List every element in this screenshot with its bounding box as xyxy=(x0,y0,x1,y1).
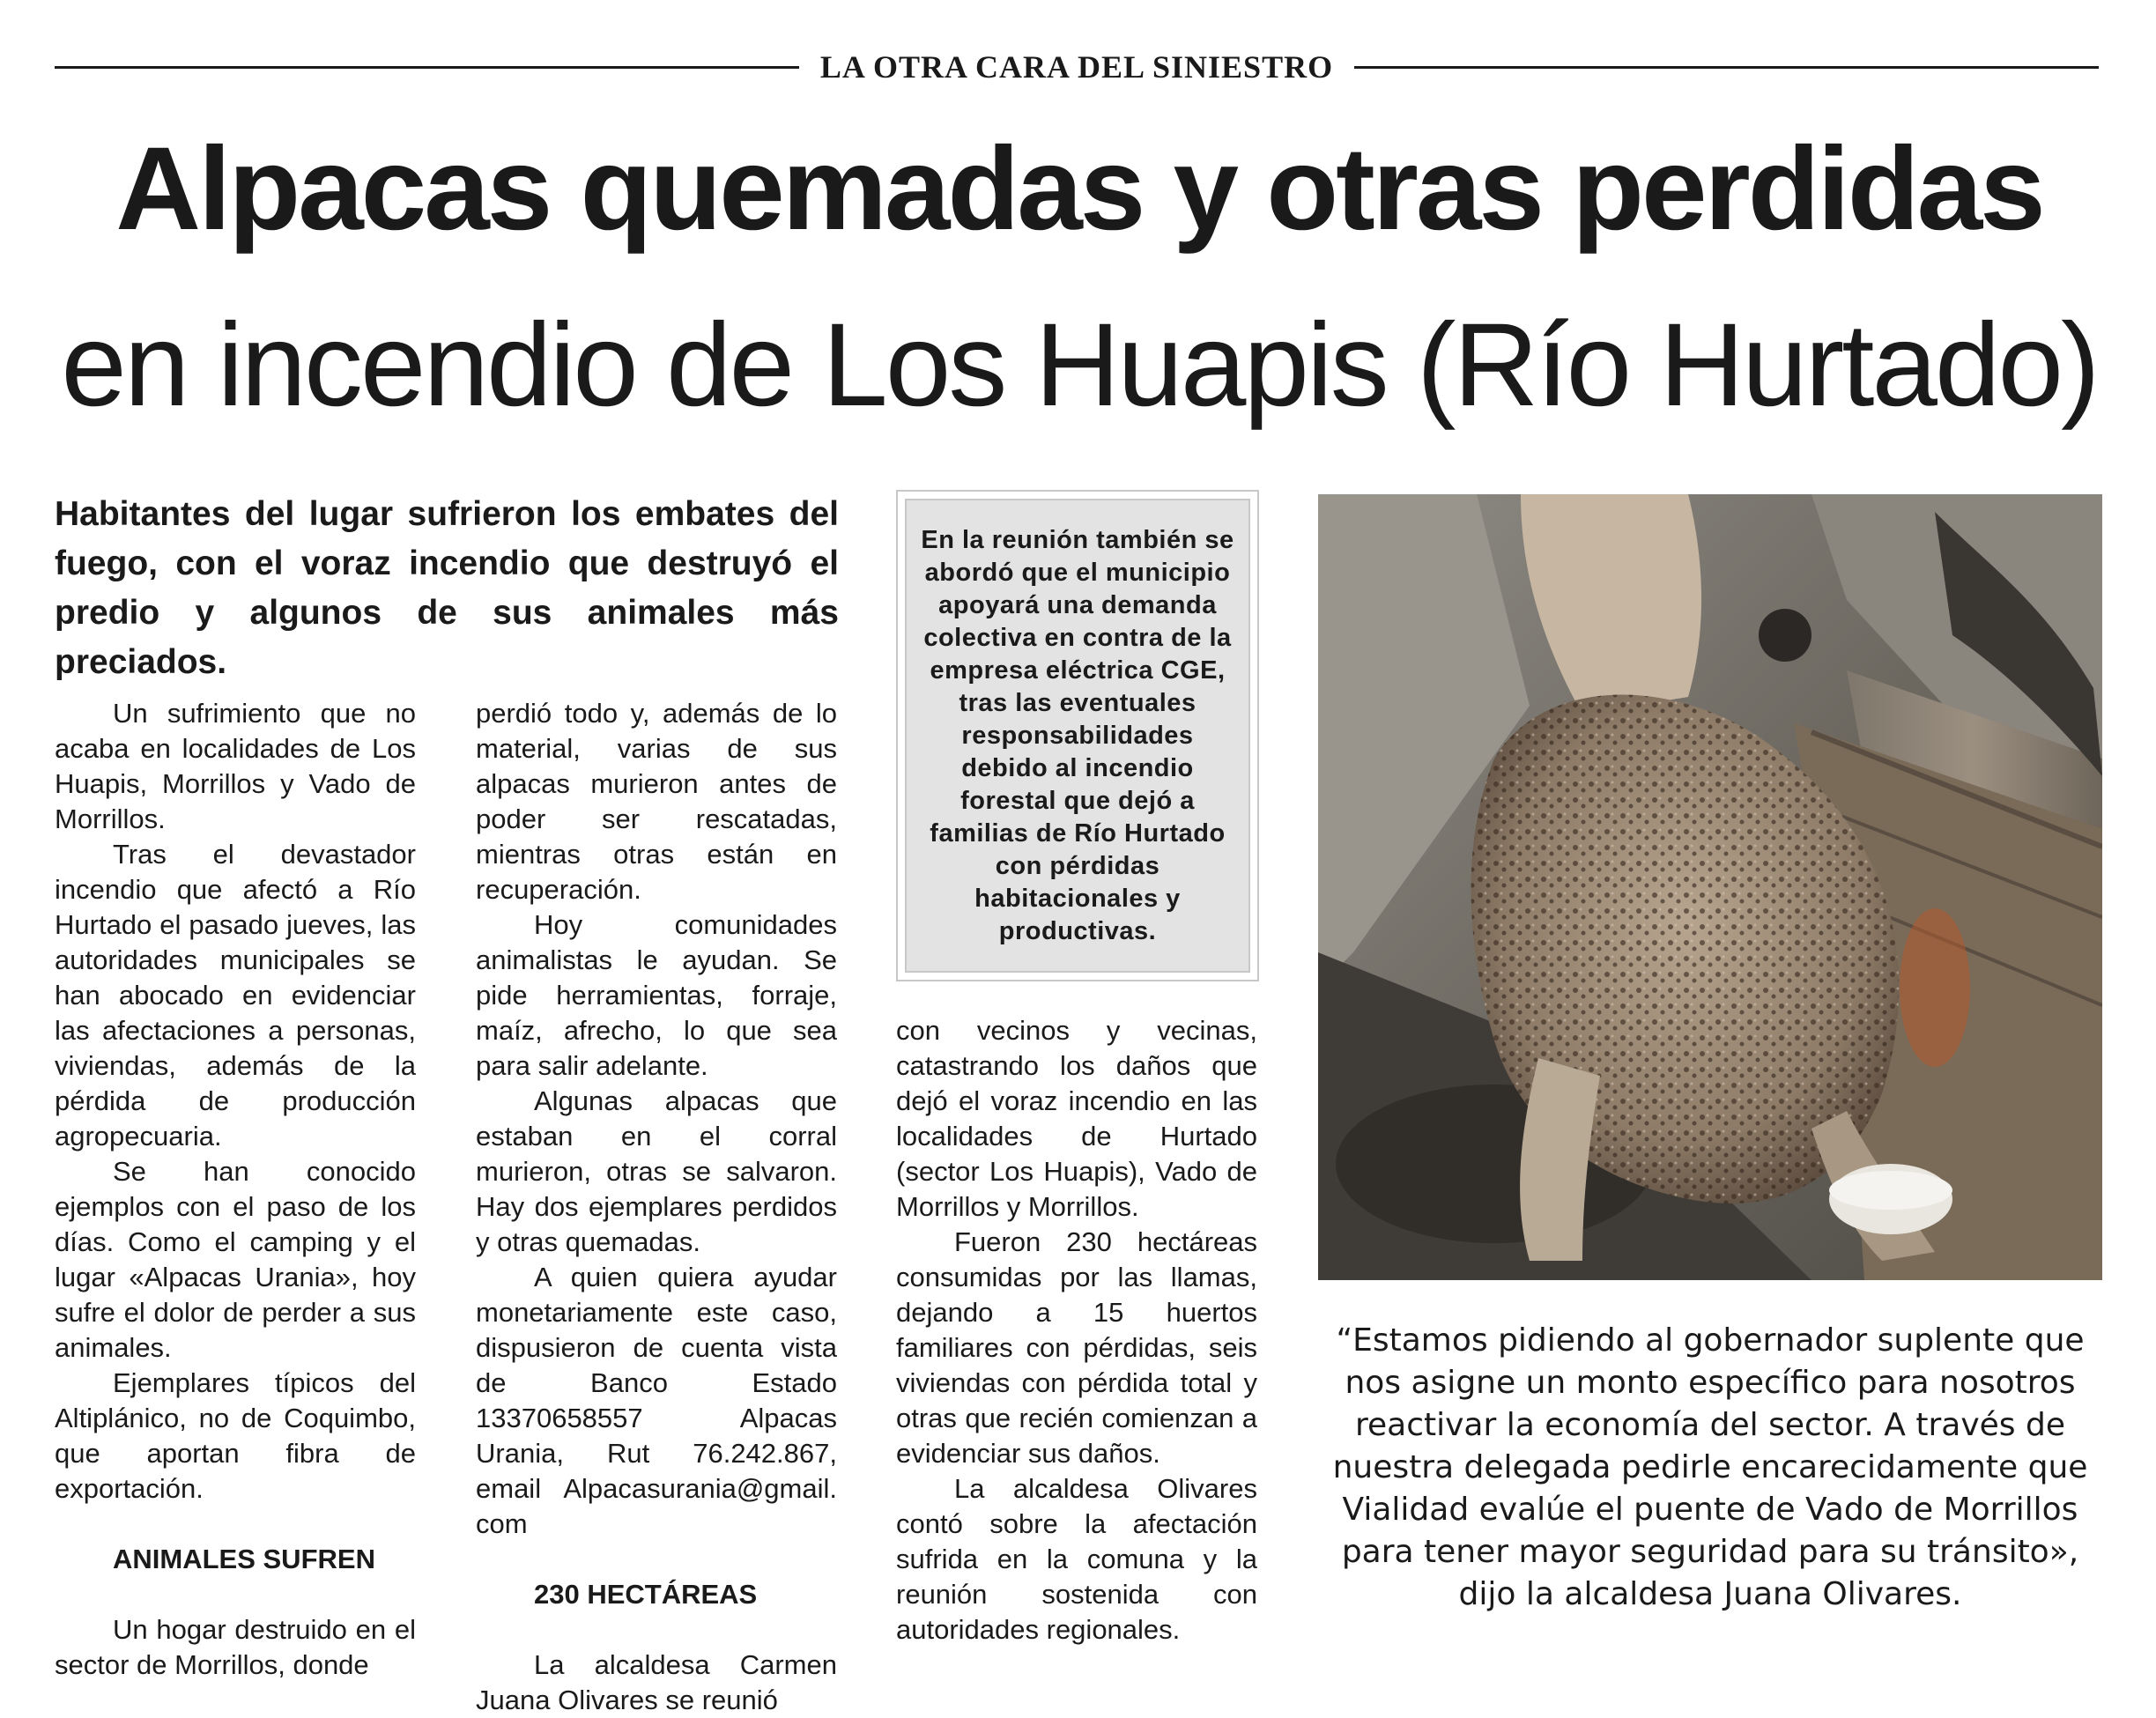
paragraph: Un sufrimiento que no acaba en localidades de Los Huapis, Morrillos y Vado de Morrillos. xyxy=(55,698,416,834)
paragraph: Se han conocido ejemplos con el paso de los días. Como el camping y el lugar «Alpacas Urania», hoy sufre el dolor de perder a sus animales. xyxy=(55,1156,416,1363)
lead-paragraph: Habitantes del lugar sufrieron los embates del fuego, con el voraz incendio que destruyó el predio y algunos de sus animales más preciados. xyxy=(55,495,839,681)
paragraph: Un hogar destruido en el sector de Morrillos, donde xyxy=(55,1614,416,1680)
paragraph: La alcaldesa Olivares contó sobre la afectación sufrida en la comuna y la reunión sostenida con autoridades regionales. xyxy=(896,1473,1257,1645)
sidebar-box xyxy=(896,490,1259,981)
section-label: LA OTRA CARA DEL SINIESTRO xyxy=(819,49,1334,85)
headline-line-2: en incendio de Los Huapis (Río Hurtado) xyxy=(61,300,2098,431)
header-rule-left xyxy=(55,66,799,69)
sidebar-inner xyxy=(905,499,1250,973)
paragraph: Algunas alpacas que estaban en el corral murieron, otras se salvaron. Hay dos ejemplares perdidos y otras quemadas. xyxy=(476,1085,837,1257)
header-rule-right xyxy=(1354,66,2099,69)
paragraph: La alcaldesa Carmen Juana Olivares se reunió xyxy=(476,1649,837,1715)
article-column-2 xyxy=(476,696,837,1718)
subheading: 230 HECTÁREAS xyxy=(534,1579,758,1610)
paragraph: perdió todo y, además de lo material, varias de sus alpacas murieron antes de poder ser rescatadas, mientras otras están en recuperación. xyxy=(476,698,837,905)
paragraph: Hoy comunidades animalistas le ayudan. Se pide herramientas, forraje, maíz, afrecho, lo que sea para salir adelante. xyxy=(476,909,837,1081)
article-column-1 xyxy=(55,696,416,1683)
article-column-3 xyxy=(896,1013,1257,1648)
article-photo xyxy=(1318,494,2102,1280)
pull-quote: “Estamos pidiendo al gobernador suplente que nos asigne un monto específico para nosotros reactivar la economía del sector. A través de nuestra delegada pedirle encarecidamente que Vialidad evalúe el puente de Vado de Morrillos para tener mayor seguridad para su tránsito», dijo la alcaldesa Juana Olivares. xyxy=(1332,1322,2088,1612)
paragraph: A quien quiera ayudar monetariamente este caso, dispusieron de cuenta vista de Banco Estado 13370658557 Alpacas Urania, Rut 76.242.867, email Alpacasurania@gmail. com xyxy=(476,1262,837,1539)
burned-alpaca-photo xyxy=(1318,494,2102,1280)
paragraph: Tras el devastador incendio que afectó a Río Hurtado el pasado jueves, las autoridades municipales se han abocado en evidenciar las afectaciones a personas, viviendas, además de la pérdida de producción agropecuaria. xyxy=(55,839,416,1152)
section-header xyxy=(55,49,2099,85)
paragraph: Fueron 230 hectáreas consumidas por las llamas, dejando a 15 huertos familiares con pérdidas, seis viviendas con pérdida total y otras que recién comienzan a evidenciar sus daños. xyxy=(896,1226,1257,1469)
paragraph: Ejemplares típicos del Altiplánico, no de Coquimbo, que aportan fibra de exportación. xyxy=(55,1367,416,1504)
subheading: ANIMALES SUFREN xyxy=(113,1544,375,1574)
headline-line-1: Alpacas quemadas y otras perdidas xyxy=(115,123,2043,255)
paragraph: con vecinos y vecinas, catastrando los daños que dejó el voraz incendio en las localidades de Hurtado (sector Los Huapis), Vado de Morrillos y Morrillos. xyxy=(896,1015,1257,1222)
sidebar-text: En la reunión también se abordó que el municipio apoyará una demanda colectiva en contra de la empresa eléctrica CGE, tras las eventuales responsabilidades debido al incendio forestal que dejó a familias de Río Hurtado con pérdidas habitacionales y productivas. xyxy=(921,525,1234,945)
